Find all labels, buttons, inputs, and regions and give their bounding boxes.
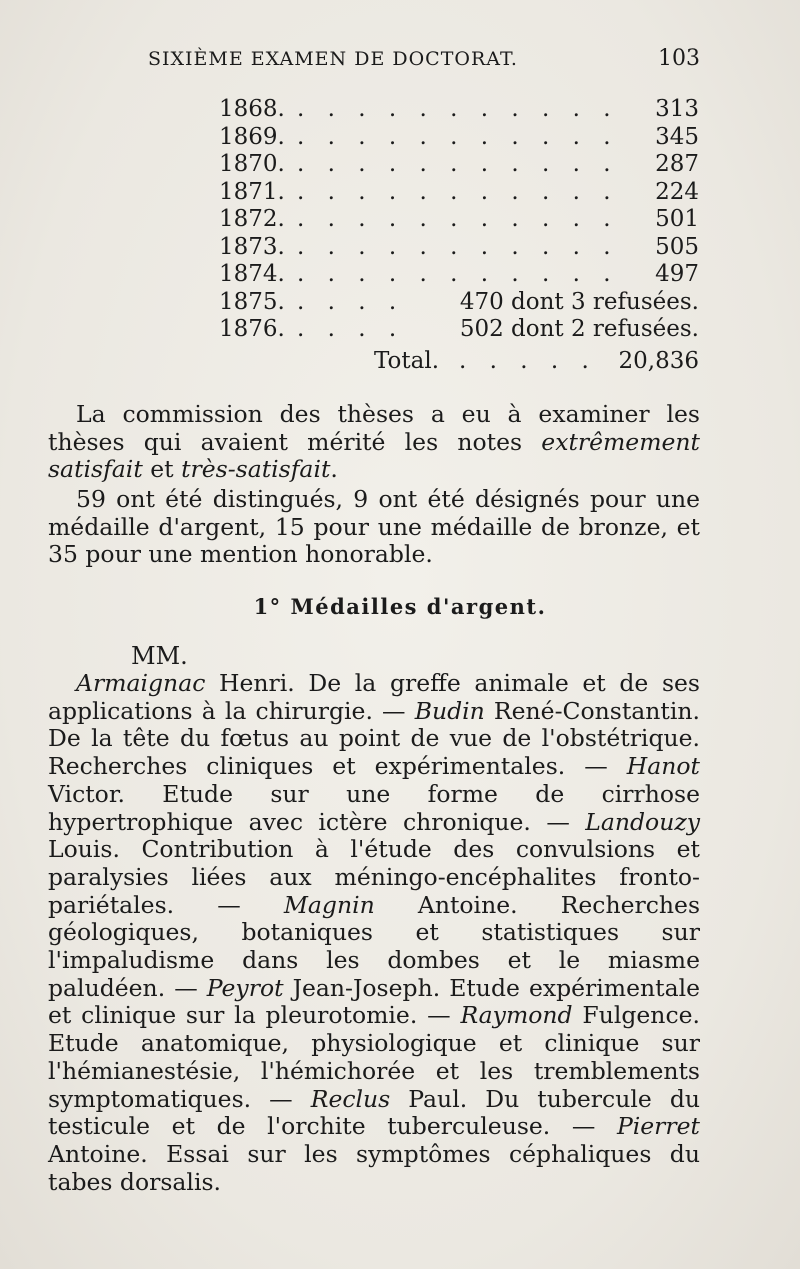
year-count: 497 [655,261,699,287]
year-label: 1876. [219,316,285,342]
year-row [219,151,699,179]
year-label: 1869. [219,123,285,150]
laureate-thesis: Henri. De la greffe animale et de ses applications à la chirurgie. — [48,669,700,725]
laureate-name: Peyrot [206,973,284,1002]
laureate-thesis: Louis. Contribution à l'étude des convulsions et paralysies liées aux méningo-encéphalites fronto-pariétales. — [48,835,700,919]
year-row [219,124,699,152]
laureate-thesis: Victor. Etude sur une forme de cirrhose hypertrophique avec ictère chronique. — [48,779,700,836]
running-title: SIXIÈME EXAMEN DE DOCTORAT. [148,48,518,70]
laureate-thesis: Antoine. Recherches géologiques, botaniques et statistiques sur l'impaludisme dans les dombes et le miasme paludéen. — [48,890,700,1002]
leader-dots: . . . . [297,316,405,342]
year-label: 1872. [219,206,285,232]
year-count: 470 dont 3 refusées. [459,288,699,315]
year-row [219,234,699,262]
laureate-thesis: Antoine. Essai sur les symptômes céphaliques du tabes dorsalis. [48,1139,700,1196]
year-count: 287 [655,151,699,177]
laureate-name: Raymond [460,1001,573,1030]
distinctions-paragraph: 59 ont été distingués, 9 ont été désignés pour une médaille d'argent, 15 pour une médaille de bronze, et 35 pour une mention honorable. [48,485,700,568]
laureate-name: Armaignac [76,669,206,697]
year-row [219,179,699,207]
leader-dots: . . . . . . . . . . . [297,261,619,287]
year-label: 1874. [219,261,285,287]
total-row [219,348,699,378]
section-title: 1° Médailles d'argent. [253,594,547,619]
theses-by-year-table [219,96,699,378]
leader-dots: . . . . . . . . . . . [297,96,619,122]
leader-dots: . . . . [297,288,405,315]
paragraph-text: et [142,455,182,483]
leader-dots: . . . . . . . . . . . [297,233,619,260]
laureate-thesis: Jean-Joseph. Etude expérimentale et clinique sur la pleurotomie. — [48,973,701,1030]
page-number: 103 [658,46,700,71]
laureate-name: Landouzy [585,807,700,836]
italic-term: très-satisfait [181,455,331,483]
leader-dots: . . . . . [459,347,597,374]
leader-dots: . . . . . . . . . . . [297,123,619,150]
leader-dots: . . . . . . . . . . . [297,206,619,232]
laureate-thesis: René-Constantin. De la tête du fœtus au point de vue de l'obstétrique. Recherches cliniques et expérimentales. — [48,696,700,781]
laureate-name: Magnin [283,890,375,919]
laureate-name: Reclus [310,1084,391,1113]
year-label: 1873. [219,233,285,260]
year-count: 224 [655,178,699,205]
year-label: 1875. [219,288,285,315]
page-header [148,48,700,78]
year-count: 501 [655,206,699,232]
laureates-paragraph [48,670,700,1196]
year-row [219,289,699,317]
paragraph-text: . [330,455,338,483]
year-count: 313 [655,96,699,122]
year-label: 1868. [219,96,285,122]
italic-term: extrêmement satisfait [48,427,700,483]
laureate-thesis: Paul. Du tubercule du testicule et de l'orchite tuberculeuse. — [48,1084,700,1141]
laureate-name: Budin [414,696,485,725]
total-label: Total. [374,347,440,374]
year-row [219,316,699,344]
laureate-thesis: Fulgence. Etude anatomique, physiologique et clinique sur l'hémianestésie, l'hémichorée et les tremblements symptomatiques. — [48,1001,700,1113]
leader-dots: . . . . . . . . . . . [297,151,619,177]
laureate-name: Pierret [616,1112,700,1141]
commission-paragraph [48,401,700,484]
year-label: 1871. [219,178,285,205]
total-value: 20,836 [618,347,699,374]
paragraph-text: La commission des thèses a eu à examiner les thèses qui avaient mérité les notes [48,400,700,456]
year-label: 1870. [219,151,285,177]
year-count: 505 [655,233,699,260]
leader-dots: . . . . . . . . . . . [297,178,619,205]
year-row [219,206,699,234]
year-count: 502 dont 2 refusées. [459,316,699,342]
laureate-name: Hanot [626,752,700,781]
year-row [219,96,699,124]
year-row [219,261,699,289]
mm-label: MM. [131,642,188,670]
year-count: 345 [655,123,699,150]
